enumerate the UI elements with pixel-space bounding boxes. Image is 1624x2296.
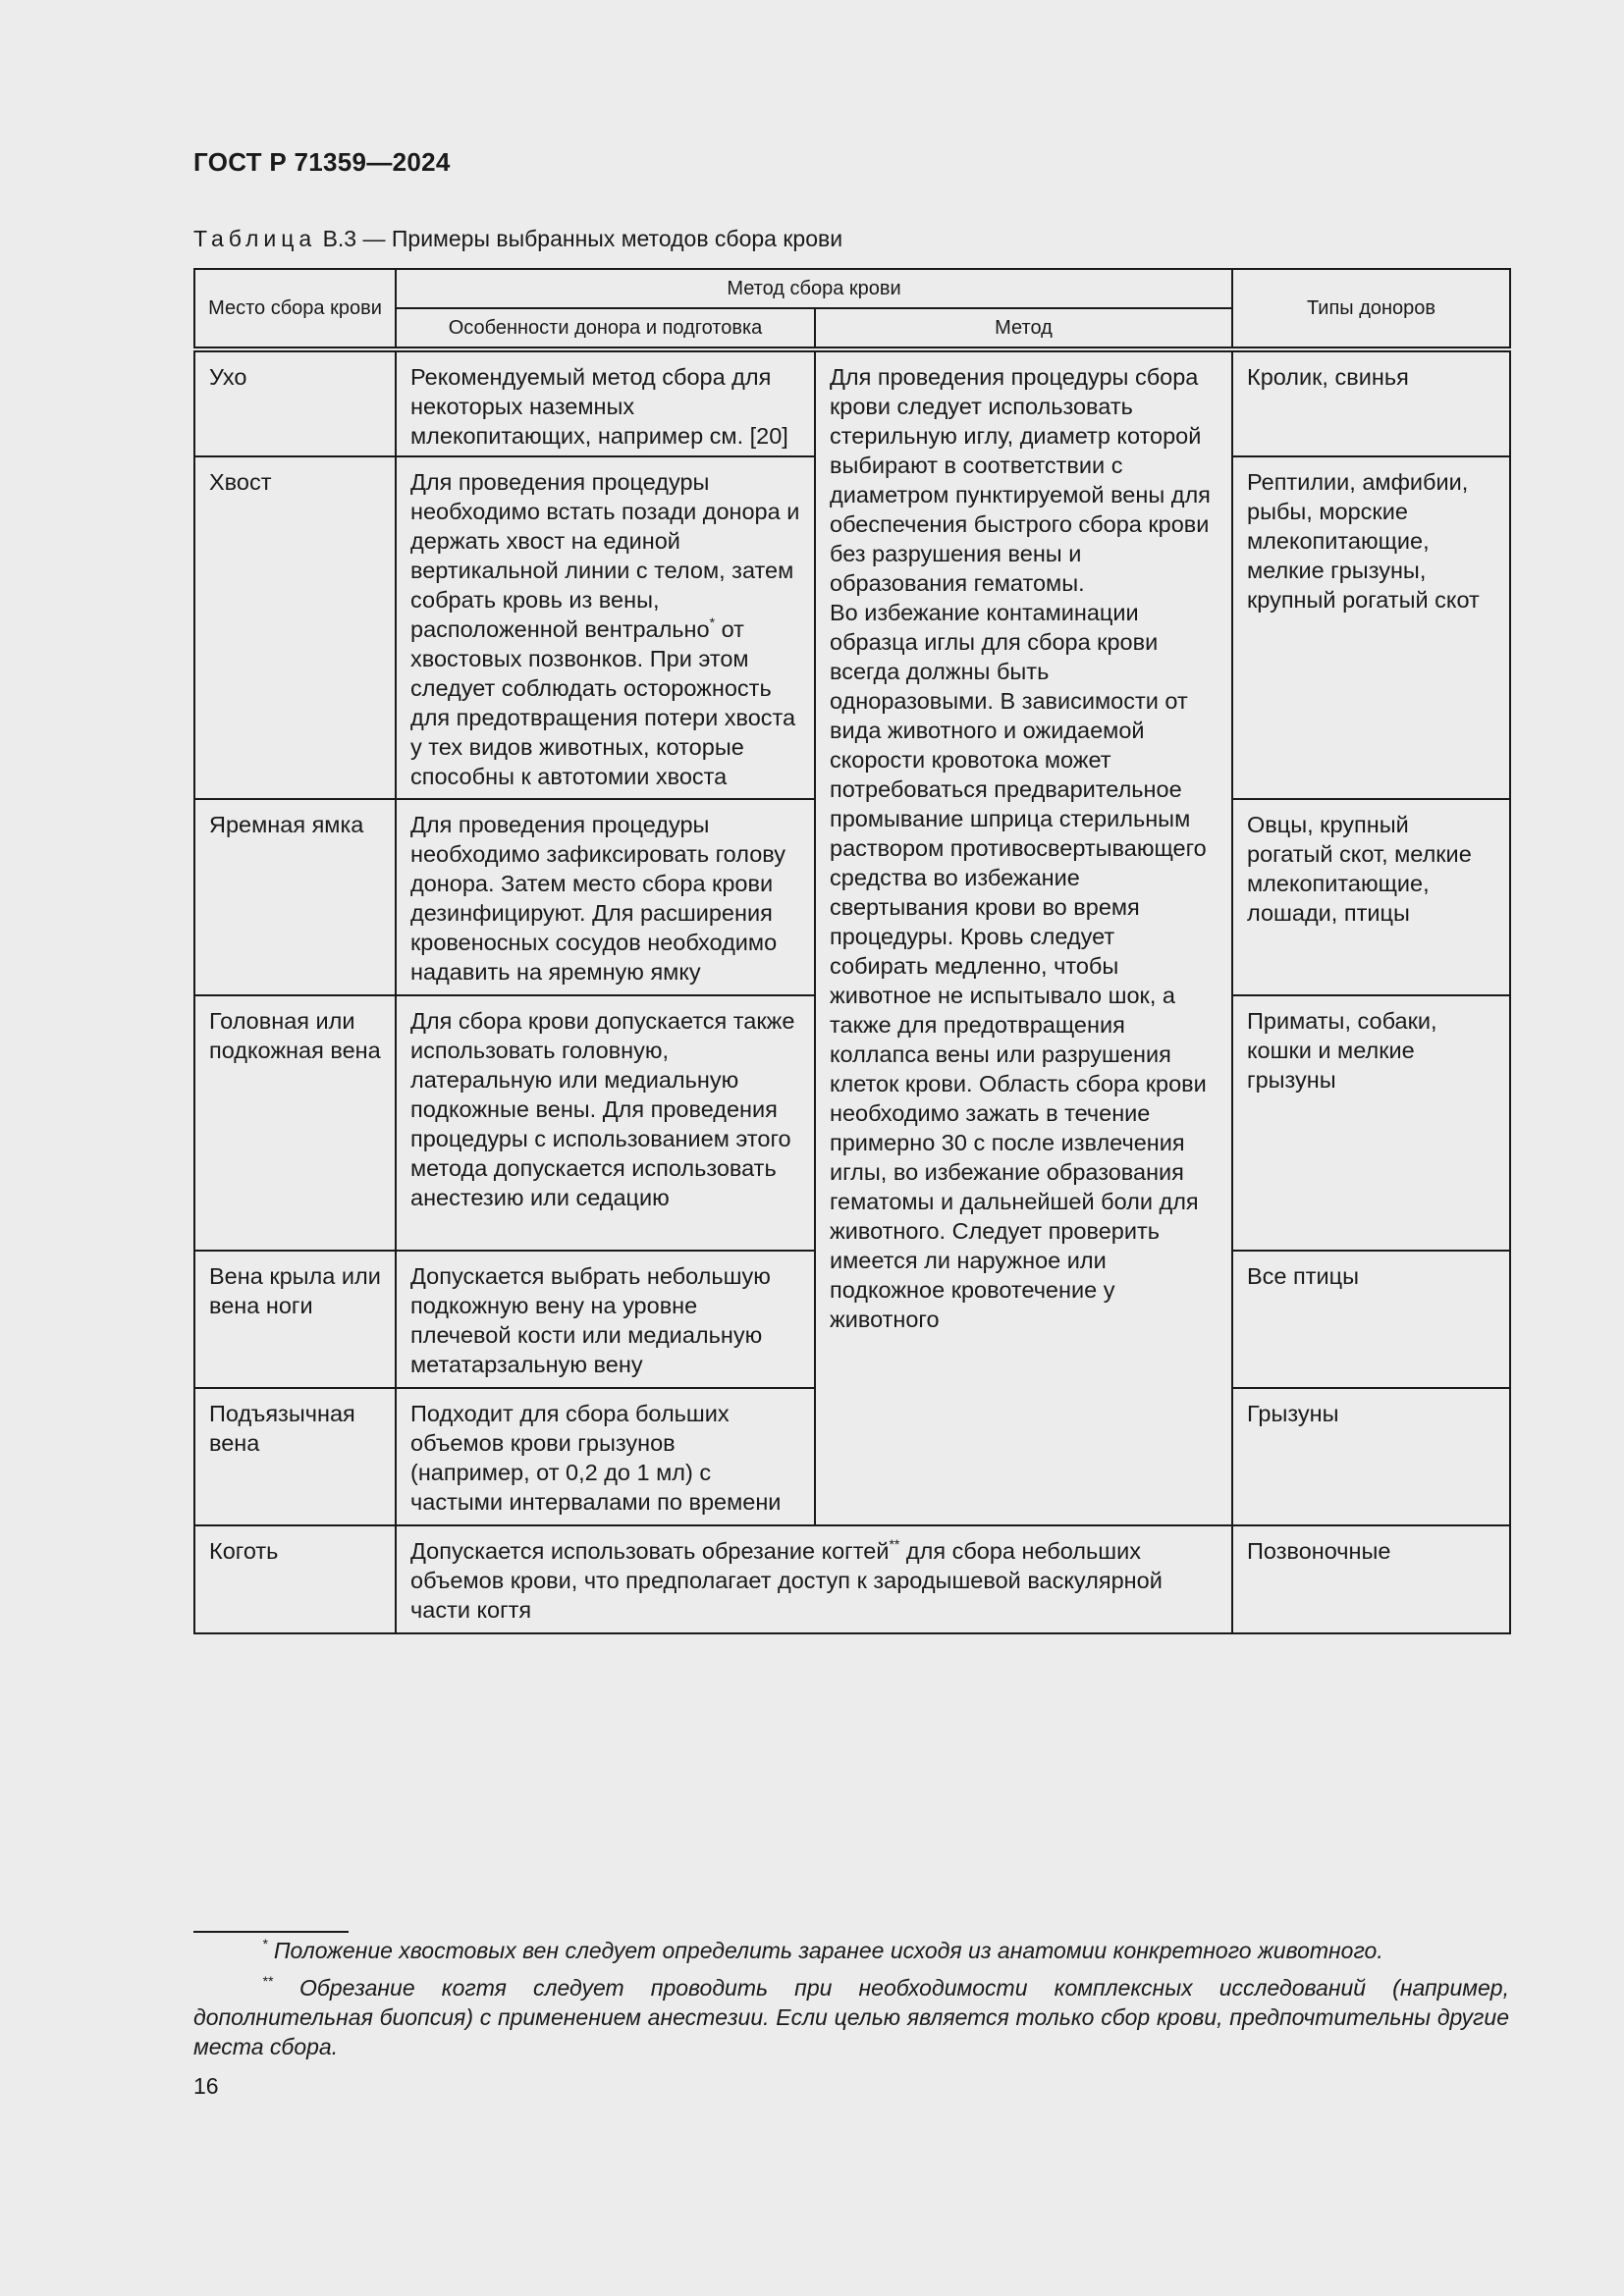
cell-donors: Кролик, свинья	[1232, 349, 1510, 456]
cell-site: Хвост	[194, 456, 396, 799]
cell-text-2: для сбора небольших объемов крови, что предполагает доступ к зародышевой васкулярной части когтя	[410, 1538, 1163, 1623]
cell-prep: Для сбора крови допускается также использовать головную, латеральную или медиальную подкожные вены. Для проведения процедуры с использованием этого метода допускается использовать анестезию или седацию	[396, 995, 815, 1251]
footnote-1	[193, 1936, 1509, 1965]
cell-donors: Приматы, собаки, кошки и мелкие грызуны	[1232, 995, 1510, 1251]
footnote-2-mark: **	[262, 1973, 273, 1989]
document-id: ГОСТ Р 71359—2024	[193, 147, 451, 177]
cell-prep: Для проведения процедуры необходимо зафиксировать голову донора. Затем место сбора крови дезинфицируют. Для расширения кровеносных сосудов необходимо надавить на яремную ямку	[396, 799, 815, 995]
cell-site: Коготь	[194, 1525, 396, 1633]
footnote-2	[193, 1973, 1509, 2061]
method-paragraph-2: Во избежание контаминации образца иглы для сбора крови всегда должны быть одноразовыми. В зависимости от вида животного и ожидаемой скорости кровотока может потребоваться предварительное промывание шприца стерильным раствором противосвертывающего средства во избежание свертывания крови во время процедуры. Кровь следует собирать медленно, чтобы животное не испытывало шок, а также для предотвращения коллапса вены или разрушения клеток крови. Область сбора крови необходимо зажать в течение примерно 30 с после извлечения иглы, во избежание образования гематомы и дальнейшей боли для животного. Следует проверить имеется ли наружное или подкожное кровотечение у животного	[830, 600, 1207, 1332]
cell-prep	[396, 456, 815, 799]
cell-site: Подъязычная вена	[194, 1388, 396, 1525]
table-caption	[193, 226, 842, 252]
cell-site: Головная или подкожная вена	[194, 995, 396, 1251]
cell-donors: Овцы, крупный рогатый скот, мелкие млекопитающие, лошади, птицы	[1232, 799, 1510, 995]
table-row	[194, 349, 1510, 456]
table-row	[194, 1525, 1510, 1633]
cell-prep-text-2: от хвостовых позвонков. При этом следует соблюдать осторожность для предотвращения потери хвоста у тех видов животных, которые способны к автотомии хвоста	[410, 616, 796, 789]
blood-collection-table	[193, 268, 1511, 1634]
page-number: 16	[193, 2073, 219, 2099]
footnote-divider	[193, 1931, 349, 1933]
cell-donors: Все птицы	[1232, 1251, 1510, 1388]
cell-prep-text-1: Для проведения процедуры необходимо встать позади донора и держать хвост на единой вертикальной линии с телом, затем собрать кровь из вены, расположенной вентрально	[410, 469, 800, 642]
header-method-group: Метод сбора крови	[396, 269, 1232, 308]
cell-site: Вена крыла или вена ноги	[194, 1251, 396, 1388]
header-method: Метод	[815, 308, 1232, 349]
footnote-mark: **	[889, 1536, 900, 1552]
footnote-1-mark: *	[262, 1936, 268, 1951]
method-paragraph-1: Для проведения процедуры сбора крови следует использовать стерильную иглу, диаметр которой выбирают в соответствии с диаметром пунктируемой вены для обеспечения быстрого сбора крови без разрушения вены и образования гематомы.	[830, 364, 1211, 596]
cell-donors: Позвоночные	[1232, 1525, 1510, 1633]
cell-method-shared	[815, 349, 1232, 1525]
cell-donors: Рептилии, амфибии, рыбы, морские млекопитающие, мелкие грызуны, крупный рогатый скот	[1232, 456, 1510, 799]
header-site: Место сбора крови	[194, 269, 396, 349]
footnote-2-text: Обрезание когтя следует проводить при необходимости комплексных исследований (например, дополнительная биопсия) с применением анестезии. Если целью является только сбор крови, предпочтительны другие места сбора.	[193, 1975, 1509, 2059]
footnote-mark: *	[709, 614, 716, 630]
cell-prep: Допускается выбрать небольшую подкожную вену на уровне плечевой кости или медиальную метатарзальную вену	[396, 1251, 815, 1388]
header-donor-prep: Особенности донора и подготовка	[396, 308, 815, 349]
footnote-1-text: Положение хвостовых вен следует определить заранее исходя из анатомии конкретного животного.	[267, 1938, 1383, 1963]
table-caption-prefix: Таблица	[193, 226, 317, 251]
cell-text-1: Допускается использовать обрезание когтей	[410, 1538, 890, 1564]
cell-prep: Подходит для сбора больших объемов крови грызунов (например, от 0,2 до 1 мл) с частыми интервалами по времени	[396, 1388, 815, 1525]
cell-site: Ухо	[194, 349, 396, 456]
cell-donors: Грызуны	[1232, 1388, 1510, 1525]
header-donor-types: Типы доноров	[1232, 269, 1510, 349]
cell-site: Яремная ямка	[194, 799, 396, 995]
cell-prep: Рекомендуемый метод сбора для некоторых наземных млекопитающих, например см. [20]	[396, 349, 815, 456]
table-caption-text: В.3 — Примеры выбранных методов сбора крови	[316, 226, 843, 251]
cell-prep-method-merged	[396, 1525, 1232, 1633]
